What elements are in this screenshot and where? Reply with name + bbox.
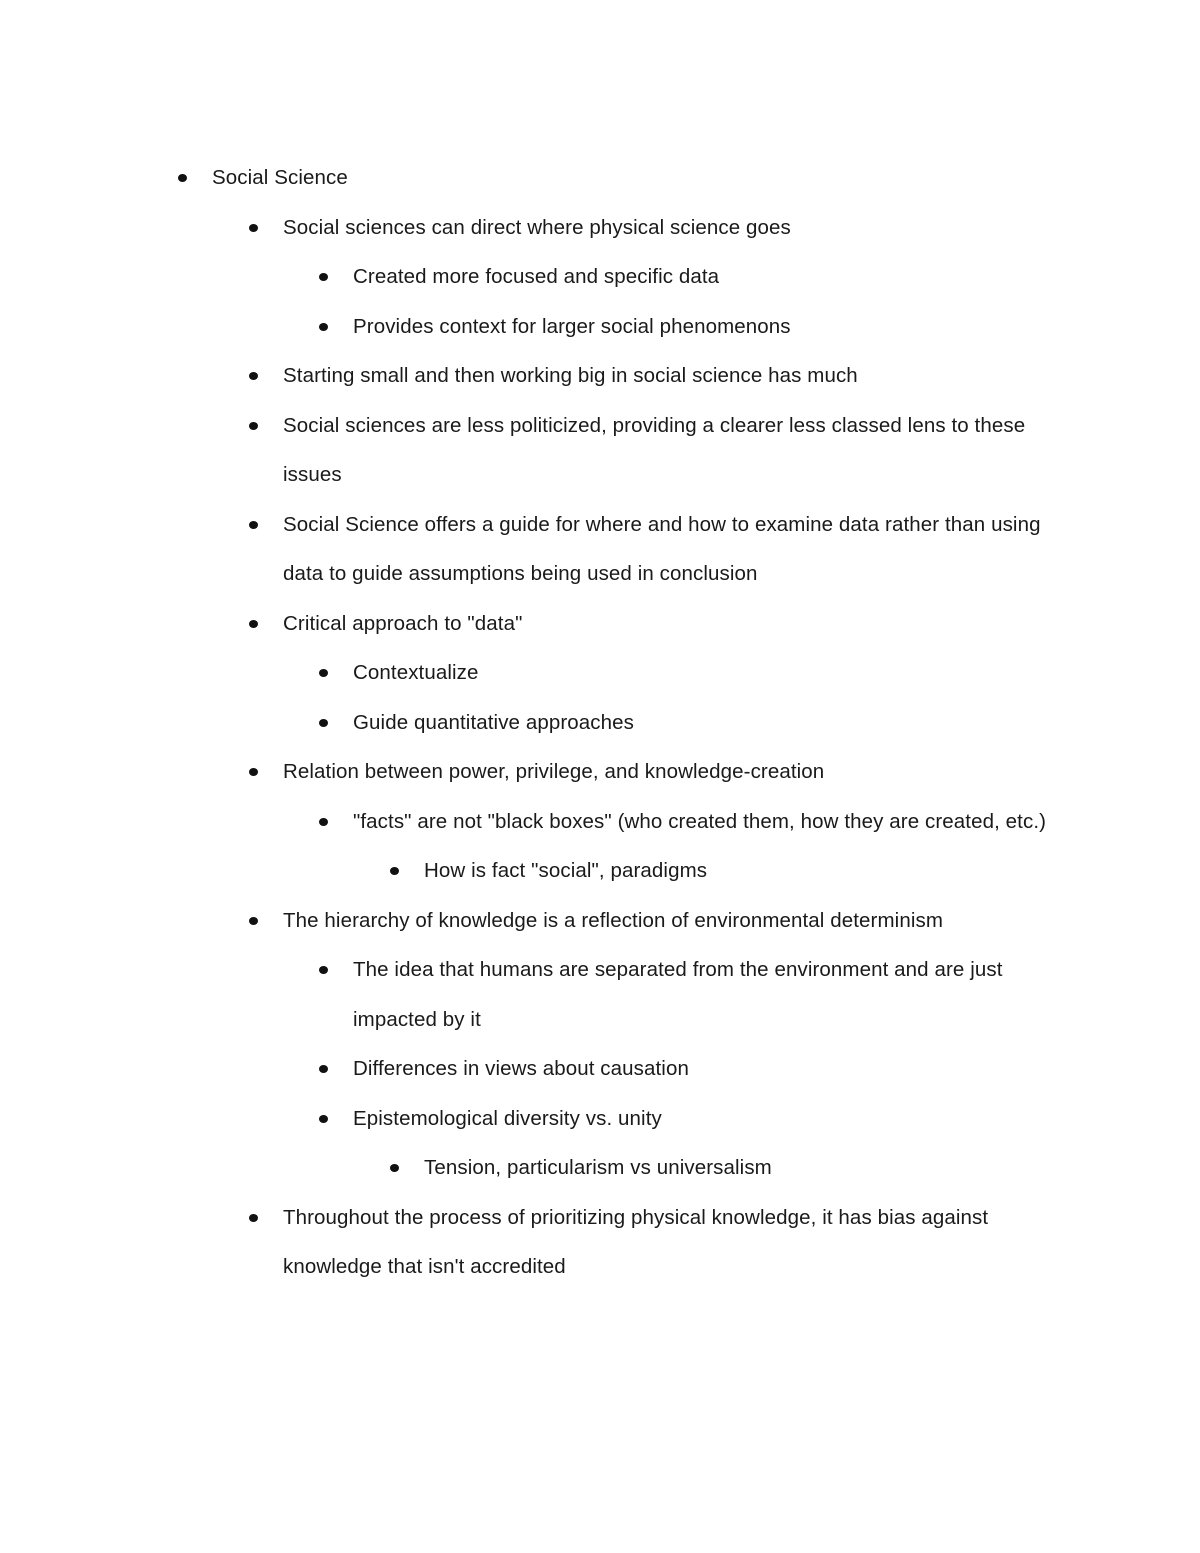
list-item <box>0 945 1060 1044</box>
list-item <box>0 1044 1060 1094</box>
list-item-text: Social sciences can direct where physical science goes <box>283 215 791 239</box>
list-item <box>0 252 1060 302</box>
list-item <box>0 153 1080 203</box>
bullet-icon <box>319 719 328 727</box>
bullet-icon <box>319 669 328 677</box>
list-item <box>0 401 1080 500</box>
bullet-icon <box>249 917 258 925</box>
bullet-icon <box>319 818 328 826</box>
list-item-text: Throughout the process of prioritizing physical knowledge, it has bias against knowledge that isn't accredited <box>283 1205 989 1278</box>
list-item <box>0 747 1080 797</box>
list-item-text: Social Science <box>212 166 348 189</box>
list-item <box>0 896 1080 946</box>
list-item <box>0 351 1080 401</box>
bullet-icon <box>249 768 258 776</box>
bullet-icon <box>319 1065 328 1073</box>
list-item <box>0 846 1060 896</box>
list-item-text: "facts" are not "black boxes" (who created them, how they are created, etc.) <box>353 809 1047 833</box>
list-item <box>0 698 1060 748</box>
list-item-text: Social sciences are less politicized, providing a clearer less classed lens to these issues <box>283 413 1026 486</box>
bullet-icon <box>319 273 328 281</box>
list-item-text: Guide quantitative approaches <box>353 710 634 734</box>
list-item-text: Differences in views about causation <box>353 1057 689 1080</box>
bullet-icon <box>390 1164 399 1172</box>
list-item <box>0 1143 1060 1193</box>
list-item-text: The hierarchy of knowledge is a reflection of environmental determinism <box>283 908 943 932</box>
list-item <box>0 797 1060 847</box>
list-item <box>0 599 1080 649</box>
list-item-text: Provides context for larger social phenomenons <box>353 314 791 338</box>
list-item <box>0 1094 1060 1144</box>
list-item-text: Social Science offers a guide for where and how to examine data rather than using data to guide assumptions being used in conclusion <box>283 512 1041 585</box>
list-item <box>0 203 1080 253</box>
list-item-text: Contextualize <box>353 661 479 684</box>
bullet-icon <box>390 867 399 875</box>
bullet-icon <box>319 966 328 974</box>
bullet-icon <box>249 422 258 430</box>
bullet-icon <box>319 1115 328 1123</box>
list-item-text: Critical approach to "data" <box>283 611 523 635</box>
bullet-icon <box>319 323 328 331</box>
list-item-text: How is fact "social", paradigms <box>424 859 708 882</box>
list-item-text: Starting small and then working big in social science has much <box>283 364 858 387</box>
bullet-icon <box>249 521 258 529</box>
list-item <box>0 648 1060 698</box>
bullet-icon <box>249 1214 258 1222</box>
list-item-text: Tension, particularism vs universalism <box>424 1156 772 1179</box>
list-item-text: Relation between power, privilege, and knowledge-creation <box>283 760 825 783</box>
list-item-text: Created more focused and specific data <box>353 265 720 288</box>
list-item-text: The idea that humans are separated from the environment and are just impacted by it <box>353 958 1003 1031</box>
bullet-icon <box>249 372 258 380</box>
list-item <box>0 500 1080 599</box>
list-item <box>0 302 1060 352</box>
bullet-icon <box>249 620 258 628</box>
list-item <box>0 1193 1080 1292</box>
bullet-icon <box>178 174 187 182</box>
list-item-text: Epistemological diversity vs. unity <box>353 1106 662 1130</box>
bullet-list <box>0 153 1200 1292</box>
bullet-icon <box>249 224 258 232</box>
